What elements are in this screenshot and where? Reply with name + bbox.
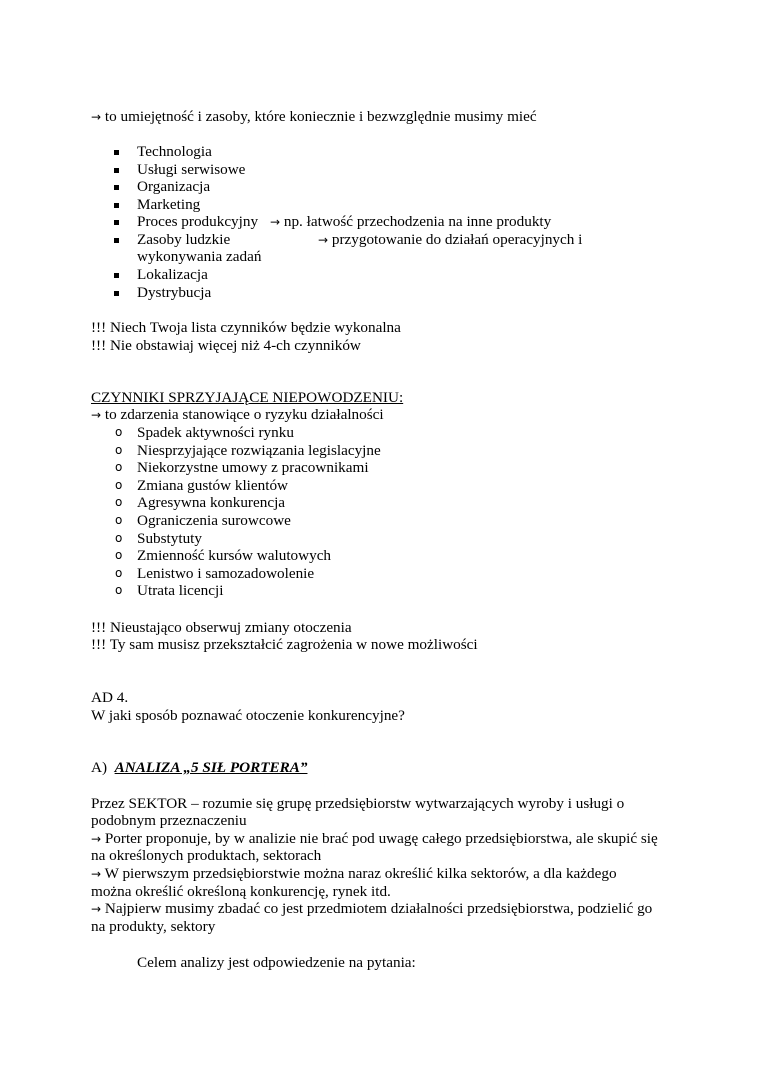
square-bullet-icon [114, 150, 119, 155]
circle-bullet-icon: o [115, 495, 123, 509]
tip-line: !!! Nie obstawiaj więcej niż 4-ch czynników [91, 337, 361, 354]
list-item: Utrata licencji [137, 582, 224, 599]
arrow-right-icon: → [91, 832, 102, 846]
circle-bullet-icon: o [115, 443, 123, 457]
question-line: W jaki sposób poznawać otoczenie konkurencyjne? [91, 707, 405, 724]
tip-line: !!! Niech Twoja lista czynników będzie wykonalna [91, 319, 401, 336]
intro-text: to umiejętność i zasoby, które koniecznie i bezwzględnie musimy mieć [104, 108, 537, 125]
list-item: Zasoby ludzkie [137, 231, 231, 248]
square-bullet-icon [114, 291, 119, 296]
circle-bullet-icon: o [115, 425, 123, 439]
list-item: Usługi serwisowe [137, 161, 246, 178]
closing-line: Celem analizy jest odpowiedzenie na pytania: [137, 954, 416, 971]
list-item: Niekorzystne umowy z pracownikami [137, 459, 369, 476]
porter-point-continued: na określonych produktach, sektorach [91, 847, 322, 864]
arrow-right-icon: → [91, 902, 102, 916]
arrow-right-icon: → [91, 408, 102, 422]
arrow-right-icon: → [91, 110, 102, 124]
list-item: Zmienność kursów walutowych [137, 547, 332, 564]
tip-line: !!! Nieustająco obserwuj zmiany otoczenia [91, 619, 352, 636]
definition-line: Przez SEKTOR – rozumie się grupę przedsiębiorstw wytwarzających wyroby i usługi o [91, 795, 625, 812]
list-item: Zmiana gustów klientów [137, 477, 289, 494]
list-item: Proces produkcyjny [137, 213, 259, 230]
list-item: Marketing [137, 196, 201, 213]
list-item: Technologia [137, 143, 212, 160]
list-item: Organizacja [137, 178, 211, 195]
tip-line: !!! Ty sam musisz przekształcić zagrożenia w nowe możliwości [91, 636, 478, 653]
square-bullet-icon [114, 203, 119, 208]
section-a-heading [91, 759, 307, 777]
porter-point-text: Najpierw musimy zbadać co jest przedmiotem działalności przedsiębiorstwa, podzielić go [104, 900, 653, 917]
circle-bullet-icon: o [115, 460, 123, 474]
arrow-right-icon: → [318, 233, 329, 247]
porter-point-text: Porter proponuje, by w analizie nie brać pod uwagę całego przedsiębiorstwa, ale skupić się [104, 830, 658, 847]
intro-line [91, 108, 537, 127]
list-item: Substytuty [137, 530, 202, 547]
circle-bullet-icon: o [115, 583, 123, 597]
factor-note [318, 231, 582, 250]
porter-point [91, 865, 617, 884]
circle-bullet-icon: o [115, 531, 123, 545]
list-item: Ograniczenia surowcowe [137, 512, 291, 529]
square-bullet-icon [114, 273, 119, 278]
circle-bullet-icon: o [115, 548, 123, 562]
list-item: Lokalizacja [137, 266, 208, 283]
porter-point-continued: na produkty, sektory [91, 918, 216, 935]
section-a-title: ANALIZA „5 SIŁ PORTERA” [114, 759, 308, 776]
list-item: Agresywna konkurencja [137, 494, 286, 511]
note-text: np. łatwość przechodzenia na inne produkty [283, 213, 552, 230]
list-item: Niesprzyjające rozwiązania legislacyjne [137, 442, 381, 459]
factor-note [270, 213, 551, 232]
definition-line: podobnym przeznaczeniu [91, 812, 247, 829]
circle-bullet-icon: o [115, 513, 123, 527]
list-item: Lenistwo i samozadowolenie [137, 565, 315, 582]
porter-point-continued: można określić określoną konkurencję, rynek itd. [91, 883, 391, 900]
risk-intro [91, 406, 384, 425]
list-item: Dystrybucja [137, 284, 212, 301]
square-bullet-icon [114, 238, 119, 243]
porter-point [91, 900, 652, 919]
note-text: przygotowanie do działań operacyjnych i [331, 231, 583, 248]
risk-heading: CZYNNIKI SPRZYJAJĄCE NIEPOWODZENIU: [91, 389, 404, 406]
square-bullet-icon [114, 168, 119, 173]
risk-intro-text: to zdarzenia stanowiące o ryzyku działalności [104, 406, 384, 423]
section-a-prefix: A) [91, 759, 108, 776]
square-bullet-icon [114, 220, 119, 225]
circle-bullet-icon: o [115, 478, 123, 492]
square-bullet-icon [114, 185, 119, 190]
circle-bullet-icon: o [115, 566, 123, 580]
arrow-right-icon: → [270, 215, 281, 229]
porter-point [91, 830, 658, 849]
list-item: Spadek aktywności rynku [137, 424, 294, 441]
porter-point-text: W pierwszym przedsiębiorstwie można naraz określić kilka sektorów, a dla każdego [104, 865, 617, 882]
arrow-right-icon: → [91, 867, 102, 881]
section-label: AD 4. [91, 689, 129, 706]
factor-note-continued: wykonywania zadań [137, 248, 262, 265]
